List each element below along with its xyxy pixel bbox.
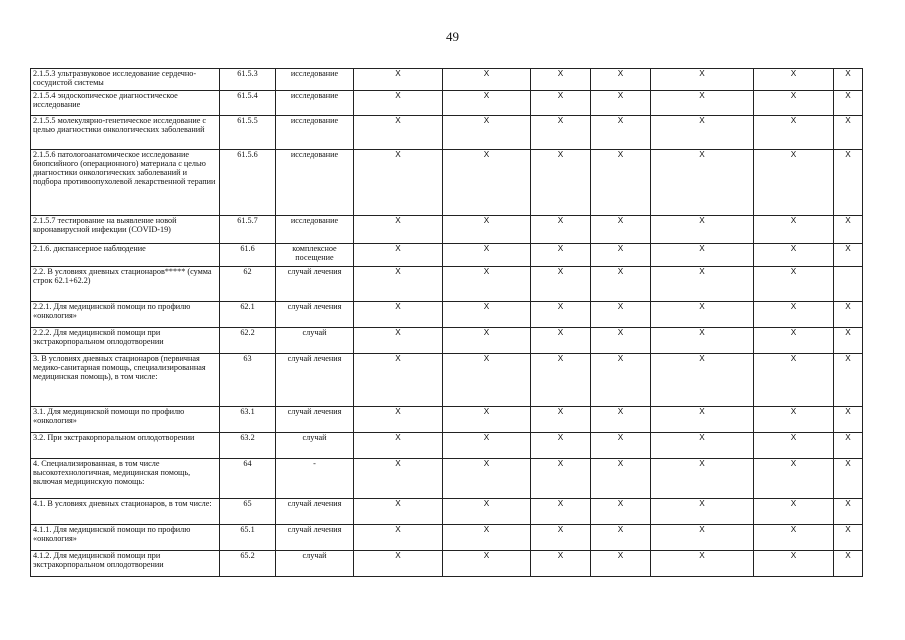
row-mark-cell: X xyxy=(443,433,531,459)
row-description: 2.2.1. Для медицинской помощи по профилю «онкология» xyxy=(31,302,220,328)
page-number: 49 xyxy=(446,29,459,44)
row-unit: исследование xyxy=(276,116,354,150)
table-row xyxy=(31,69,863,91)
row-mark-cell: X xyxy=(443,216,531,244)
row-mark-cell: X xyxy=(754,459,834,499)
row-mark-cell: X xyxy=(834,525,863,551)
row-code: 62.2 xyxy=(220,328,276,354)
row-unit: исследование xyxy=(276,150,354,216)
row-mark-cell: X xyxy=(834,302,863,328)
row-mark-cell: X xyxy=(531,116,591,150)
row-mark-cell: X xyxy=(354,150,443,216)
table-row xyxy=(31,459,863,499)
row-mark-cell: X xyxy=(651,216,754,244)
row-mark-cell: X xyxy=(591,302,651,328)
row-mark-cell: X xyxy=(754,551,834,577)
row-mark-cell: X xyxy=(834,459,863,499)
row-mark-cell: X xyxy=(354,551,443,577)
row-mark-cell: X xyxy=(531,459,591,499)
row-unit: - xyxy=(276,459,354,499)
table-row xyxy=(31,216,863,244)
row-mark-cell: X xyxy=(531,150,591,216)
table-row xyxy=(31,551,863,577)
row-mark-cell: X xyxy=(354,459,443,499)
row-mark-cell: X xyxy=(834,407,863,433)
row-mark-cell: X xyxy=(651,525,754,551)
row-mark-cell: X xyxy=(651,150,754,216)
row-mark-cell: X xyxy=(591,525,651,551)
row-mark-cell: X xyxy=(591,433,651,459)
row-mark-cell: X xyxy=(591,116,651,150)
row-mark-cell: X xyxy=(443,267,531,302)
row-mark-cell: X xyxy=(354,216,443,244)
row-mark-cell: X xyxy=(591,551,651,577)
table-row xyxy=(31,302,863,328)
row-mark-cell: X xyxy=(834,244,863,267)
row-mark-cell: X xyxy=(834,433,863,459)
row-code: 63.2 xyxy=(220,433,276,459)
row-unit: случай лечения xyxy=(276,354,354,407)
row-mark-cell: X xyxy=(834,499,863,525)
row-mark-cell: X xyxy=(354,244,443,267)
row-mark-cell: X xyxy=(354,116,443,150)
row-mark-cell: X xyxy=(834,551,863,577)
row-unit: исследование xyxy=(276,91,354,116)
row-mark-cell: X xyxy=(754,267,834,302)
row-mark-cell: X xyxy=(754,116,834,150)
row-mark-cell: X xyxy=(443,459,531,499)
row-description: 4. Специализированная, в том числе высокотехнологичная, медицинская помощь, включая медицинскую помощь: xyxy=(31,459,220,499)
row-mark-cell: X xyxy=(591,69,651,91)
row-mark-cell: X xyxy=(531,91,591,116)
row-mark-cell: X xyxy=(834,150,863,216)
row-code: 62 xyxy=(220,267,276,302)
row-mark-cell: X xyxy=(443,302,531,328)
row-mark-cell: X xyxy=(651,69,754,91)
row-mark-cell: X xyxy=(354,499,443,525)
row-mark-cell: X xyxy=(354,354,443,407)
row-code: 61.5.3 xyxy=(220,69,276,91)
row-mark-cell: X xyxy=(443,525,531,551)
row-code: 64 xyxy=(220,459,276,499)
row-description: 2.1.6. диспансерное наблюдение xyxy=(31,244,220,267)
row-unit: случай xyxy=(276,551,354,577)
row-description: 2.1.5.5 молекулярно-генетическое исследование с целью диагностики онкологических заболеваний xyxy=(31,116,220,150)
row-unit: исследование xyxy=(276,69,354,91)
row-mark-cell: X xyxy=(354,525,443,551)
row-mark-cell: X xyxy=(591,499,651,525)
row-mark-cell: X xyxy=(443,91,531,116)
row-mark-cell: X xyxy=(531,407,591,433)
table-row xyxy=(31,328,863,354)
row-mark-cell: X xyxy=(591,216,651,244)
row-mark-cell: X xyxy=(531,499,591,525)
row-mark-cell: X xyxy=(354,328,443,354)
row-mark-cell: X xyxy=(591,407,651,433)
row-mark-cell: X xyxy=(591,267,651,302)
row-mark-cell: X xyxy=(443,328,531,354)
table-row xyxy=(31,525,863,551)
row-mark-cell: X xyxy=(834,69,863,91)
row-code: 61.5.6 xyxy=(220,150,276,216)
row-mark-cell: X xyxy=(531,244,591,267)
row-mark-cell: X xyxy=(443,354,531,407)
row-description: 2.1.5.4 эндоскопическое диагностическое исследование xyxy=(31,91,220,116)
row-description: 2.1.5.7 тестирование на выявление новой коронавирусной инфекции (COVID-19) xyxy=(31,216,220,244)
table-row xyxy=(31,407,863,433)
row-mark-cell: X xyxy=(651,91,754,116)
row-mark-cell: X xyxy=(834,91,863,116)
table-row xyxy=(31,116,863,150)
table-row xyxy=(31,354,863,407)
row-mark-cell: X xyxy=(354,407,443,433)
row-unit: случай лечения xyxy=(276,407,354,433)
row-unit: случай лечения xyxy=(276,499,354,525)
row-description: 2.1.5.3 ультразвуковое исследование сердечно-сосудистой системы xyxy=(31,69,220,91)
row-mark-cell: X xyxy=(591,328,651,354)
row-unit: комплексное посещение xyxy=(276,244,354,267)
row-code: 61.5.5 xyxy=(220,116,276,150)
row-mark-cell: X xyxy=(591,150,651,216)
row-mark-cell: X xyxy=(531,525,591,551)
row-mark-cell: X xyxy=(651,433,754,459)
table-row xyxy=(31,244,863,267)
row-code: 63 xyxy=(220,354,276,407)
row-mark-cell: X xyxy=(591,354,651,407)
row-unit: исследование xyxy=(276,216,354,244)
row-mark-cell: X xyxy=(591,459,651,499)
row-mark-cell: X xyxy=(531,328,591,354)
row-mark-cell: X xyxy=(443,116,531,150)
table-body xyxy=(31,69,863,577)
row-mark-cell: X xyxy=(531,354,591,407)
table-row xyxy=(31,91,863,116)
row-unit: случай лечения xyxy=(276,267,354,302)
row-mark-cell: X xyxy=(834,216,863,244)
row-mark-cell: X xyxy=(354,302,443,328)
report-table xyxy=(30,68,863,577)
row-code: 61.5.7 xyxy=(220,216,276,244)
row-description: 3. В условиях дневных стационаров (первичная медико-санитарная помощь, специализированная медицинская помощь), в том числе: xyxy=(31,354,220,407)
row-mark-cell: X xyxy=(531,302,591,328)
row-mark-cell: X xyxy=(354,69,443,91)
row-mark-cell: X xyxy=(443,551,531,577)
row-description: 4.1. В условиях дневных стационаров, в том числе: xyxy=(31,499,220,525)
row-mark-cell: X xyxy=(754,433,834,459)
row-description: 2.1.5.6 патологоанатомическое исследование биопсийного (операционного) материала с целью диагностики онкологических заболеваний и подбора противоопухолевой лекарственной терапии xyxy=(31,150,220,216)
row-mark-cell xyxy=(834,267,863,302)
row-description: 4.1.2. Для медицинской помощи при экстракорпоральном оплодотворении xyxy=(31,551,220,577)
row-unit: случай лечения xyxy=(276,302,354,328)
row-mark-cell: X xyxy=(651,302,754,328)
row-mark-cell: X xyxy=(754,216,834,244)
row-mark-cell: X xyxy=(354,267,443,302)
row-mark-cell: X xyxy=(354,91,443,116)
row-mark-cell: X xyxy=(834,328,863,354)
row-mark-cell: X xyxy=(531,551,591,577)
row-mark-cell: X xyxy=(754,150,834,216)
row-code: 61.6 xyxy=(220,244,276,267)
row-code: 65 xyxy=(220,499,276,525)
row-code: 62.1 xyxy=(220,302,276,328)
table-row xyxy=(31,267,863,302)
row-description: 4.1.1. Для медицинской помощи по профилю «онкология» xyxy=(31,525,220,551)
row-mark-cell: X xyxy=(531,267,591,302)
row-mark-cell: X xyxy=(754,69,834,91)
row-mark-cell: X xyxy=(591,91,651,116)
row-mark-cell: X xyxy=(531,433,591,459)
row-unit: случай лечения xyxy=(276,525,354,551)
row-mark-cell: X xyxy=(754,407,834,433)
row-mark-cell: X xyxy=(651,244,754,267)
row-description: 2.2.2. Для медицинской помощи при экстракорпоральном оплодотворении xyxy=(31,328,220,354)
row-description: 3.1. Для медицинской помощи по профилю «онкология» xyxy=(31,407,220,433)
row-unit: случай xyxy=(276,328,354,354)
row-mark-cell: X xyxy=(531,216,591,244)
row-code: 63.1 xyxy=(220,407,276,433)
row-mark-cell: X xyxy=(531,69,591,91)
row-mark-cell: X xyxy=(651,354,754,407)
row-mark-cell: X xyxy=(443,69,531,91)
row-code: 65.2 xyxy=(220,551,276,577)
row-unit: случай xyxy=(276,433,354,459)
row-code: 65.1 xyxy=(220,525,276,551)
row-mark-cell: X xyxy=(651,551,754,577)
row-mark-cell: X xyxy=(754,499,834,525)
row-mark-cell: X xyxy=(354,433,443,459)
table-row xyxy=(31,150,863,216)
row-mark-cell: X xyxy=(754,328,834,354)
row-mark-cell: X xyxy=(754,244,834,267)
row-mark-cell: X xyxy=(651,407,754,433)
row-mark-cell: X xyxy=(834,354,863,407)
row-description: 2.2. В условиях дневных стационаров***** (сумма строк 62.1+62.2) xyxy=(31,267,220,302)
row-description: 3.2. При экстракорпоральном оплодотворении xyxy=(31,433,220,459)
row-mark-cell: X xyxy=(754,354,834,407)
row-mark-cell: X xyxy=(651,267,754,302)
row-mark-cell: X xyxy=(443,150,531,216)
row-mark-cell: X xyxy=(591,244,651,267)
row-mark-cell: X xyxy=(443,244,531,267)
row-mark-cell: X xyxy=(651,116,754,150)
row-code: 61.5.4 xyxy=(220,91,276,116)
row-mark-cell: X xyxy=(651,499,754,525)
table-row xyxy=(31,433,863,459)
row-mark-cell: X xyxy=(651,328,754,354)
row-mark-cell: X xyxy=(754,302,834,328)
row-mark-cell: X xyxy=(834,116,863,150)
table-row xyxy=(31,499,863,525)
row-mark-cell: X xyxy=(443,499,531,525)
row-mark-cell: X xyxy=(443,407,531,433)
row-mark-cell: X xyxy=(754,525,834,551)
row-mark-cell: X xyxy=(754,91,834,116)
row-mark-cell: X xyxy=(651,459,754,499)
